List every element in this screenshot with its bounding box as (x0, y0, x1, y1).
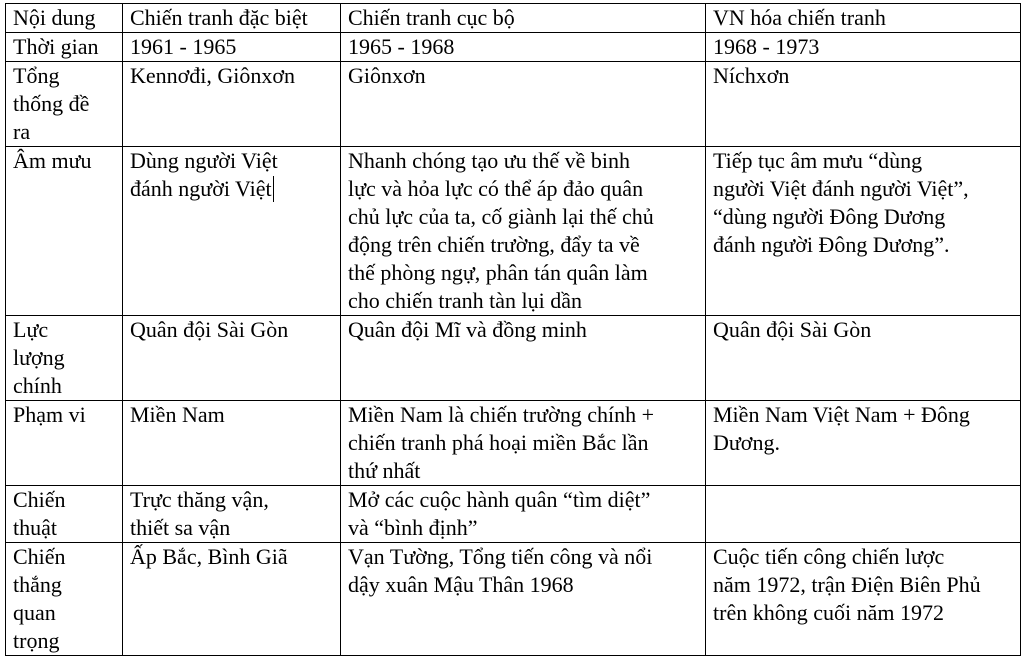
cell-dac-biet[interactable]: 1961 - 1965 (123, 33, 341, 62)
text-caret (273, 176, 274, 202)
table-row-chien-thuat (6, 486, 1021, 543)
cell-dac-biet[interactable]: Trực thăng vận, thiết sa vận (123, 486, 341, 543)
cell-cuc-bo[interactable]: Vạn Tường, Tổng tiến công và nổi dậy xuân Mậu Thân 1968 (341, 543, 706, 656)
table-row-thoi-gian (6, 33, 1021, 62)
cell-cuc-bo[interactable]: Nhanh chóng tạo ưu thế về binh lực và hỏa lực có thể áp đảo quân chủ lực của ta, cố giành lại thế chủ động trên chiến trường, đẩy ta về thế phòng ngự, phân tán quân làm cho chiến tranh tàn lụi dần (341, 147, 706, 316)
cell-text: Dùng người Việt đánh người Việt (130, 148, 278, 201)
cell-vn-hoa[interactable]: Quân đội Sài Gòn (706, 316, 1021, 401)
cell-cuc-bo[interactable]: Miền Nam là chiến trường chính + chiến tranh phá hoại miền Bắc lần thứ nhất (341, 401, 706, 486)
row-label-cell[interactable]: Chiến thắng quan trọng (6, 543, 123, 656)
cell-vn-hoa[interactable]: Cuộc tiến công chiến lược năm 1972, trận Điện Biên Phủ trên không cuối năm 1972 (706, 543, 1021, 656)
header-cell-noi-dung[interactable]: Nội dung (6, 4, 123, 33)
table-row-tong-thong (6, 62, 1021, 147)
row-label-cell[interactable]: Phạm vi (6, 401, 123, 486)
header-cell-vn-hoa[interactable]: VN hóa chiến tranh (706, 4, 1021, 33)
table-row-chien-thang (6, 543, 1021, 656)
cell-dac-biet[interactable]: Ấp Bắc, Bình Giã (123, 543, 341, 656)
cell-vn-hoa[interactable] (706, 486, 1021, 543)
header-cell-dac-biet[interactable]: Chiến tranh đặc biệt (123, 4, 341, 33)
row-label-cell[interactable]: Âm mưu (6, 147, 123, 316)
cell-cuc-bo[interactable]: Mở các cuộc hành quân “tìm diệt” và “bình định” (341, 486, 706, 543)
row-label-cell[interactable]: Tổng thống đề ra (6, 62, 123, 147)
table-row-am-muu (6, 147, 1021, 316)
cell-vn-hoa[interactable]: Níchxơn (706, 62, 1021, 147)
cell-vn-hoa[interactable]: 1968 - 1973 (706, 33, 1021, 62)
cell-dac-biet[interactable]: Quân đội Sài Gòn (123, 316, 341, 401)
cell-vn-hoa[interactable]: Miền Nam Việt Nam + Đông Dương. (706, 401, 1021, 486)
row-label-cell[interactable]: Lực lượng chính (6, 316, 123, 401)
cell-dac-biet[interactable]: Miền Nam (123, 401, 341, 486)
cell-cuc-bo[interactable]: Quân đội Mĩ và đồng minh (341, 316, 706, 401)
cell-cuc-bo[interactable]: 1965 - 1968 (341, 33, 706, 62)
cell-dac-biet[interactable]: Kennơđi, Giônxơn (123, 62, 341, 147)
comparison-table (5, 3, 1021, 656)
header-cell-cuc-bo[interactable]: Chiến tranh cục bộ (341, 4, 706, 33)
row-label-cell[interactable]: Thời gian (6, 33, 123, 62)
table-row-luc-luong (6, 316, 1021, 401)
cell-cuc-bo[interactable]: Giônxơn (341, 62, 706, 147)
cell-vn-hoa[interactable]: Tiếp tục âm mưu “dùng người Việt đánh người Việt”, “dùng người Đông Dương đánh người Đông Dương”. (706, 147, 1021, 316)
table-row-pham-vi (6, 401, 1021, 486)
cell-dac-biet-with-caret[interactable] (123, 147, 341, 316)
header-row (6, 4, 1021, 33)
row-label-cell[interactable]: Chiến thuật (6, 486, 123, 543)
